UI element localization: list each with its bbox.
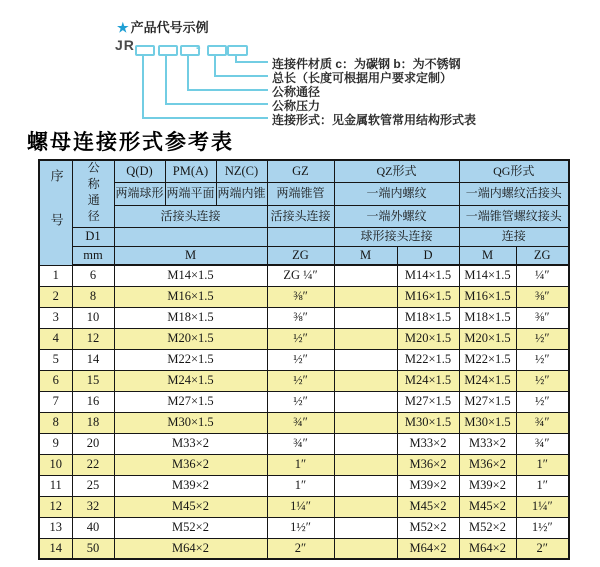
cell-qg-m: M18×1.5 (459, 307, 516, 328)
cell-gz: ½″ (267, 370, 334, 391)
cell-qg-m: M30×1.5 (459, 412, 516, 433)
cell-mm: 10 (72, 307, 114, 328)
cell-m: M64×2 (114, 538, 267, 559)
cell-qg-zg: ½″ (516, 391, 569, 412)
cell-no: 8 (39, 412, 72, 433)
table-row (39, 349, 569, 370)
cell-m: M30×1.5 (114, 412, 267, 433)
cell-qg-m: M33×2 (459, 433, 516, 454)
cell-qz-d: M14×1.5 (397, 265, 459, 286)
star-icon: ★ (117, 20, 129, 35)
header-pm-sub: 两端平面 (165, 182, 216, 205)
header-qg-m-unit: M (459, 246, 516, 265)
cell-mm: 22 (72, 454, 114, 475)
cell-m: M33×2 (114, 433, 267, 454)
header-d1: D1 (72, 227, 114, 246)
cell-qz-d: M64×2 (397, 538, 459, 559)
cell-gz: 1″ (267, 454, 334, 475)
cell-mm: 6 (72, 265, 114, 286)
cell-gz: ⅜″ (267, 307, 334, 328)
table-body (39, 265, 569, 559)
table-row (39, 475, 569, 496)
cell-qz-d: M24×1.5 (397, 370, 459, 391)
table-row (39, 412, 569, 433)
cell-mm: 32 (72, 496, 114, 517)
header-qz-join: 球形接头连接 (334, 227, 459, 246)
header-col-qz: QZ形式 (334, 160, 459, 182)
header-q-sub: 两端球形 (114, 182, 165, 205)
cell-qg-zg: ½″ (516, 349, 569, 370)
cell-no: 3 (39, 307, 72, 328)
cell-qz-m (334, 517, 397, 538)
callout-label-connection: 连接形式：见金属软管常用结构形式表 (272, 113, 477, 127)
header-col-gz: GZ (267, 160, 334, 182)
header-mm: mm (72, 246, 114, 265)
cell-no: 14 (39, 538, 72, 559)
callout-line (235, 61, 268, 63)
cell-qg-zg: ¾″ (516, 433, 569, 454)
cell-qg-zg: ¼″ (516, 265, 569, 286)
cell-qz-m (334, 433, 397, 454)
header-qg-sub2: 一端锥管螺纹接头 (459, 205, 569, 227)
cell-gz: ZG ¼″ (267, 265, 334, 286)
header-col-pm: PM(A) (165, 160, 216, 182)
cell-qg-zg: 1″ (516, 475, 569, 496)
cell-no: 5 (39, 349, 72, 370)
header-blank-qpmnz (114, 227, 267, 246)
cell-qz-m (334, 307, 397, 328)
cell-qz-d: M36×2 (397, 454, 459, 475)
header-qg-join: 连接 (459, 227, 569, 246)
code-box-1 (135, 45, 155, 56)
cell-m: M45×2 (114, 496, 267, 517)
table-row (39, 286, 569, 307)
table-title: 螺母连接形式参考表 (27, 130, 234, 154)
cell-no: 9 (39, 433, 72, 454)
header-qg-zg-unit: ZG (516, 246, 569, 265)
callout-line (142, 54, 144, 119)
cell-no: 7 (39, 391, 72, 412)
cell-qg-zg: 1″ (516, 454, 569, 475)
cell-no: 12 (39, 496, 72, 517)
header-zg-unit: ZG (267, 246, 334, 265)
cell-qg-zg: 1½″ (516, 517, 569, 538)
cell-mm: 16 (72, 391, 114, 412)
cell-no: 11 (39, 475, 72, 496)
cell-mm: 8 (72, 286, 114, 307)
header-qz-sub1: 一端内螺纹 (334, 182, 459, 205)
cell-m: M18×1.5 (114, 307, 267, 328)
header-nz-sub: 两端内锥 (216, 182, 267, 205)
cell-qz-d: M22×1.5 (397, 349, 459, 370)
cell-qz-m (334, 496, 397, 517)
cell-qz-m (334, 391, 397, 412)
code-box-4 (207, 45, 227, 56)
cell-qg-m: M45×2 (459, 496, 516, 517)
cell-mm: 50 (72, 538, 114, 559)
cell-qz-m (334, 349, 397, 370)
cell-gz: 1″ (267, 475, 334, 496)
cell-qz-m (334, 475, 397, 496)
table-row (39, 307, 569, 328)
cell-qg-m: M20×1.5 (459, 328, 516, 349)
cell-qg-m: M64×2 (459, 538, 516, 559)
cell-mm: 20 (72, 433, 114, 454)
cell-mm: 15 (72, 370, 114, 391)
callout-line (187, 54, 189, 91)
header-gz-sub: 两端锥管 (267, 182, 334, 205)
cell-gz: 1½″ (267, 517, 334, 538)
cell-no: 6 (39, 370, 72, 391)
cell-m: M16×1.5 (114, 286, 267, 307)
code-box-5 (227, 45, 248, 56)
cell-mm: 18 (72, 412, 114, 433)
cell-gz: ¾″ (267, 433, 334, 454)
cell-no: 10 (39, 454, 72, 475)
cell-gz: ¾″ (267, 412, 334, 433)
callout-label-material: 连接件材质 c：为碳钢 b：为不锈钢 (272, 57, 461, 71)
header-nominal-diameter: 公称通径 (72, 160, 114, 227)
cell-m: M36×2 (114, 454, 267, 475)
cell-qz-m (334, 454, 397, 475)
cell-m: M39×2 (114, 475, 267, 496)
cell-no: 13 (39, 517, 72, 538)
cell-m: M22×1.5 (114, 349, 267, 370)
callout-label-diameter: 公称通径 (272, 85, 321, 99)
cell-m: M20×1.5 (114, 328, 267, 349)
cell-gz: ½″ (267, 349, 334, 370)
cell-qg-m: M14×1.5 (459, 265, 516, 286)
cell-qg-m: M22×1.5 (459, 349, 516, 370)
header-col-nz: NZ(C) (216, 160, 267, 182)
cell-qg-zg: ½″ (516, 370, 569, 391)
code-prefix: JR (115, 37, 135, 53)
cell-qg-zg: ½″ (516, 328, 569, 349)
cell-qz-d: M52×2 (397, 517, 459, 538)
cell-no: 1 (39, 265, 72, 286)
cell-qz-d: M18×1.5 (397, 307, 459, 328)
callout-line (214, 75, 268, 77)
callout-line (187, 89, 268, 91)
callout-label-length: 总长（长度可根据用户要求定制） (272, 71, 453, 85)
cell-mm: 25 (72, 475, 114, 496)
cell-qz-m (334, 412, 397, 433)
code-dash: - (196, 39, 201, 55)
cell-qz-d: M16×1.5 (397, 286, 459, 307)
cell-qg-m: M24×1.5 (459, 370, 516, 391)
cell-qz-m (334, 265, 397, 286)
header-serial: 序号 (39, 160, 72, 265)
header-union-join: 活接头连接 (114, 205, 267, 227)
code-box-2 (158, 45, 178, 56)
cell-qz-d: M27×1.5 (397, 391, 459, 412)
cell-qz-d: M45×2 (397, 496, 459, 517)
cell-m: M14×1.5 (114, 265, 267, 286)
header-qz-m-unit: M (334, 246, 397, 265)
cell-gz: ⅜″ (267, 286, 334, 307)
header-m-unit: M (114, 246, 267, 265)
cell-gz: ½″ (267, 391, 334, 412)
cell-gz: ½″ (267, 328, 334, 349)
table-row (39, 328, 569, 349)
cell-qz-m (334, 370, 397, 391)
cell-m: M52×2 (114, 517, 267, 538)
cell-qz-d: M33×2 (397, 433, 459, 454)
cell-qg-zg: ⅜″ (516, 307, 569, 328)
cell-qg-m: M52×2 (459, 517, 516, 538)
nut-connection-table (38, 159, 570, 560)
table-row (39, 454, 569, 475)
header-qz-sub2: 一端外螺纹 (334, 205, 459, 227)
table-row (39, 538, 569, 559)
cell-no: 4 (39, 328, 72, 349)
cell-qz-d: M39×2 (397, 475, 459, 496)
header-col-q: Q(D) (114, 160, 165, 182)
cell-qg-m: M39×2 (459, 475, 516, 496)
cell-qz-m (334, 538, 397, 559)
cell-gz: 2″ (267, 538, 334, 559)
cell-gz: 1¼″ (267, 496, 334, 517)
header-blank-gz (267, 227, 334, 246)
header-qg-sub1: 一端内螺纹活接头 (459, 182, 569, 205)
table-row (39, 433, 569, 454)
cell-qg-zg: 2″ (516, 538, 569, 559)
callout-label-pressure: 公称压力 (272, 99, 321, 113)
diagram-heading-text: 产品代号示例 (130, 20, 209, 35)
cell-qg-m: M36×2 (459, 454, 516, 475)
cell-qg-m: M27×1.5 (459, 391, 516, 412)
cell-qz-m (334, 328, 397, 349)
header-qz-d-unit: D (397, 246, 459, 265)
cell-mm: 14 (72, 349, 114, 370)
cell-no: 2 (39, 286, 72, 307)
cell-mm: 40 (72, 517, 114, 538)
callout-line (142, 117, 268, 119)
cell-qz-m (334, 286, 397, 307)
table-row (39, 496, 569, 517)
callout-line (214, 54, 216, 77)
callout-line (165, 54, 167, 105)
table-row (39, 517, 569, 538)
cell-qg-m: M16×1.5 (459, 286, 516, 307)
table-row (39, 265, 569, 286)
header-col-qg: QG形式 (459, 160, 569, 182)
table-row (39, 370, 569, 391)
cell-qg-zg: ¾″ (516, 412, 569, 433)
callout-line (165, 103, 268, 105)
table-row (39, 391, 569, 412)
cell-m: M24×1.5 (114, 370, 267, 391)
cell-qz-d: M20×1.5 (397, 328, 459, 349)
diagram-heading (117, 17, 209, 36)
cell-m: M27×1.5 (114, 391, 267, 412)
cell-qg-zg: ⅜″ (516, 286, 569, 307)
cell-mm: 12 (72, 328, 114, 349)
cell-qz-d: M30×1.5 (397, 412, 459, 433)
cell-qg-zg: 1¼″ (516, 496, 569, 517)
header-gz-join: 活接头连接 (267, 205, 334, 227)
